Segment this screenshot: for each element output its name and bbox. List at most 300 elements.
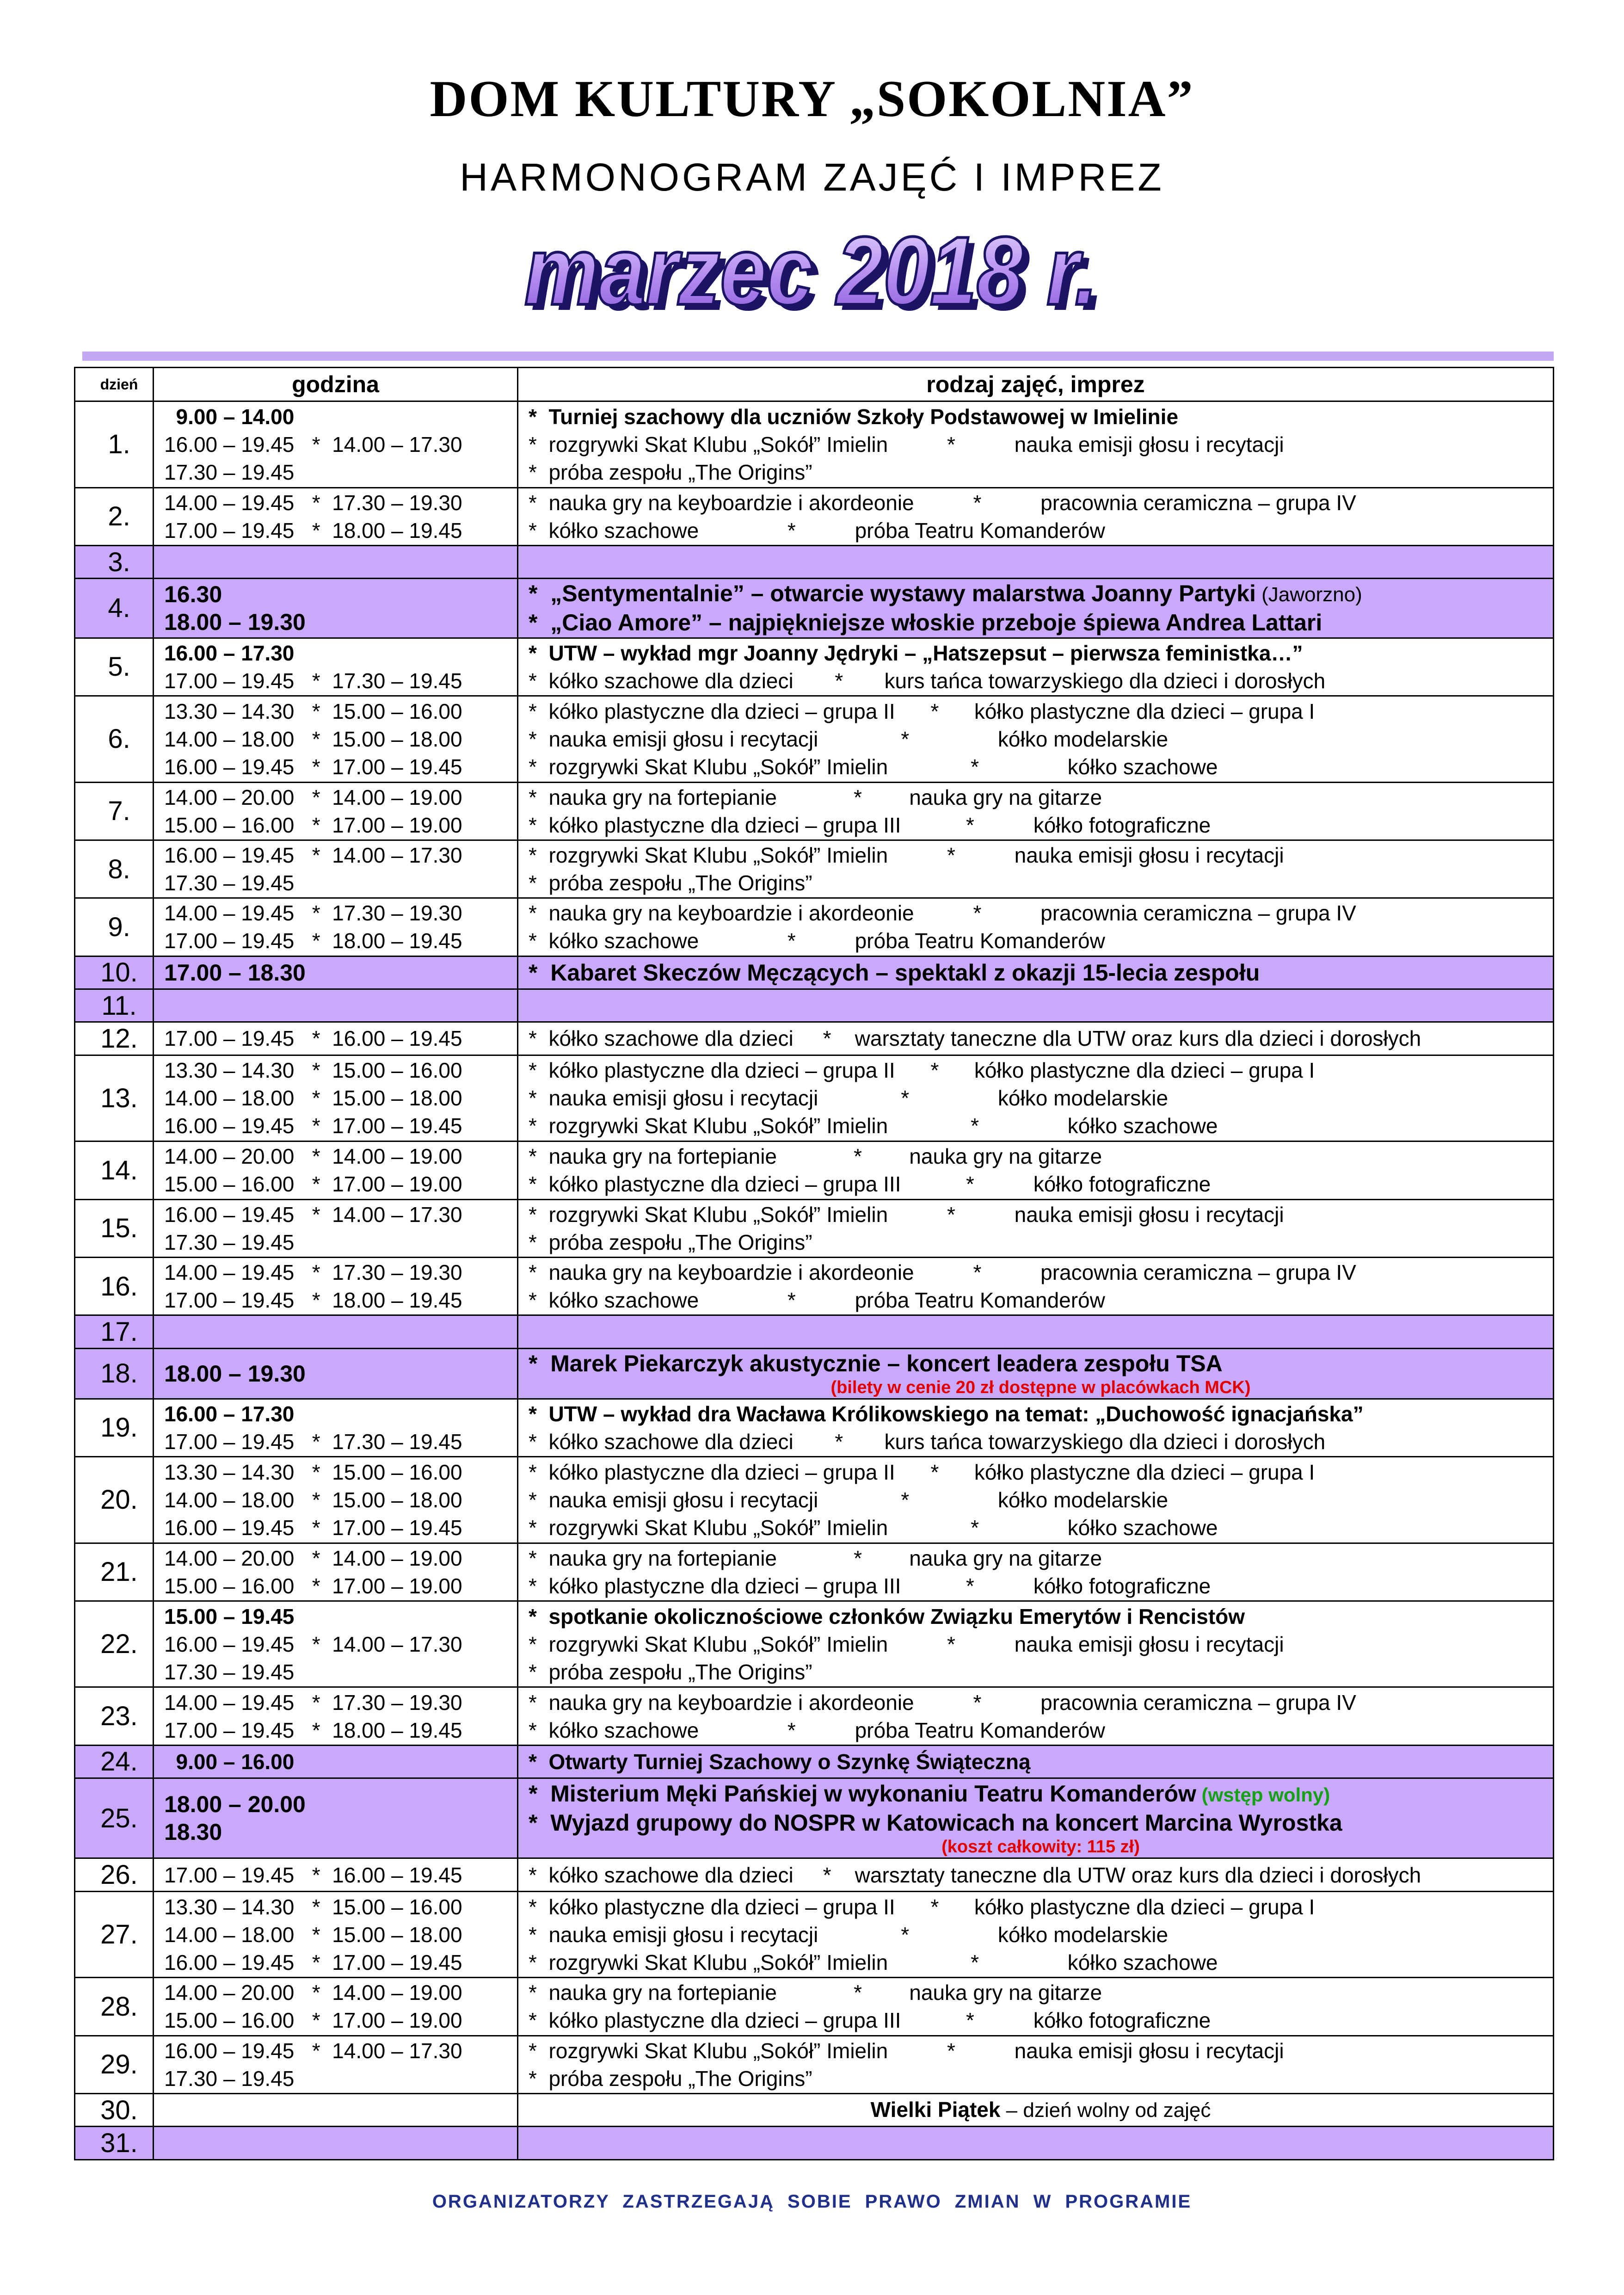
line-text: 17.00 – 19.45 * 17.30 – 19.45 bbox=[164, 668, 462, 693]
day-cell: 5. bbox=[75, 638, 154, 696]
time-cell bbox=[154, 782, 518, 840]
time-cell bbox=[154, 898, 518, 956]
day-cell: 24. bbox=[75, 1745, 154, 1778]
schedule-line bbox=[164, 1428, 517, 1456]
time-cell bbox=[154, 956, 518, 989]
activity-cell bbox=[518, 2127, 1554, 2160]
time-cell bbox=[154, 1348, 518, 1399]
line-text: * kółko plastyczne dla dzieci – grupa III * kółko fotograficzne bbox=[529, 1573, 1211, 1598]
day-cell: 6. bbox=[75, 696, 154, 783]
line-text: * kółko szachowe * próba Teatru Komanderów bbox=[529, 518, 1105, 543]
line-text: * kółko plastyczne dla dzieci – grupa III * kółko fotograficzne bbox=[529, 1172, 1211, 1197]
schedule-line bbox=[529, 458, 1553, 486]
line-text: * „Ciao Amore” – najpiękniejsze włoskie przeboje śpiewa Andrea Lattari bbox=[529, 610, 1323, 636]
day-cell: 16. bbox=[75, 1257, 154, 1315]
schedule-line bbox=[529, 1921, 1553, 1949]
schedule-line bbox=[164, 1514, 517, 1542]
schedule-line bbox=[529, 1514, 1553, 1542]
line-text: 14.00 – 19.45 * 17.30 – 19.30 bbox=[164, 1260, 462, 1285]
activity-cell bbox=[518, 1055, 1554, 1141]
line-text: * kółko szachowe * próba Teatru Komanderów bbox=[529, 929, 1105, 953]
schedule-line bbox=[529, 753, 1553, 781]
line-text: 17.00 – 19.45 * 16.00 – 19.45 bbox=[164, 1863, 462, 1887]
schedule-line bbox=[529, 1658, 1553, 1686]
time-cell bbox=[154, 2127, 518, 2160]
time-cell bbox=[154, 1543, 518, 1601]
schedule-line bbox=[164, 1544, 517, 1572]
activity-cell bbox=[518, 579, 1554, 638]
time-cell bbox=[154, 1022, 518, 1055]
activity-cell bbox=[518, 956, 1554, 989]
schedule-line bbox=[529, 1259, 1553, 1286]
schedule-line bbox=[164, 1716, 517, 1744]
schedule-line bbox=[529, 841, 1553, 869]
line-text: * nauka emisji głosu i recytacji * kółko modelarskie bbox=[529, 1487, 1169, 1512]
day-cell: 20. bbox=[75, 1457, 154, 1543]
line-text: 18.00 – 19.30 bbox=[164, 609, 306, 635]
schedule-line bbox=[529, 609, 1553, 636]
activity-cell bbox=[518, 2036, 1554, 2093]
schedule-line bbox=[164, 1689, 517, 1716]
line-text: * kółko szachowe dla dzieci * kurs tańca towarzyskiego dla dzieci i dorosłych bbox=[529, 668, 1326, 693]
table-row bbox=[75, 1891, 1554, 1978]
schedule-line bbox=[529, 1228, 1553, 1256]
schedule-line bbox=[164, 1486, 517, 1514]
line-text: 16.00 – 19.45 * 14.00 – 17.30 bbox=[164, 1202, 462, 1227]
line-text: * spotkanie okolicznościowe członków Związku Emerytów i Rencistów bbox=[529, 1604, 1245, 1629]
table-row bbox=[75, 1399, 1554, 1456]
time-cell bbox=[154, 1399, 518, 1456]
line-text: * nauka gry na keyboardzie i akordeonie * pracownia ceramiczna – grupa IV bbox=[529, 1690, 1356, 1715]
schedule-line bbox=[529, 811, 1553, 839]
table-row bbox=[75, 1199, 1554, 1257]
page-subtitle: HARMONOGRAM ZAJĘĆ I IMPREZ bbox=[460, 155, 1164, 199]
table-row bbox=[75, 1315, 1554, 1348]
day-cell: 17. bbox=[75, 1315, 154, 1348]
activity-cell bbox=[518, 1978, 1554, 2036]
line-text: 17.00 – 19.45 * 18.00 – 19.45 bbox=[164, 518, 462, 543]
schedule-line bbox=[164, 1201, 517, 1228]
table-row bbox=[75, 1858, 1554, 1891]
line-text: 16.30 bbox=[164, 581, 222, 607]
line-text: * nauka gry na fortepianie * nauka gry na gitarze bbox=[529, 1546, 1102, 1570]
line-text: 15.00 – 16.00 * 17.00 – 19.00 bbox=[164, 2008, 462, 2033]
day-cell: 11. bbox=[75, 989, 154, 1022]
table-row bbox=[75, 2127, 1554, 2160]
footer-note: ORGANIZATORZY ZASTRZEGAJĄ SOBIE PRAWO ZMIAN W PROGRAMIE bbox=[432, 2191, 1192, 2212]
table-row bbox=[75, 1778, 1554, 1858]
line-text: * nauka gry na keyboardzie i akordeonie * pracownia ceramiczna – grupa IV bbox=[529, 1260, 1356, 1285]
column-header-time: godzina bbox=[154, 368, 518, 401]
table-row bbox=[75, 1601, 1554, 1687]
schedule-line bbox=[529, 1716, 1553, 1744]
line-text: * nauka gry na keyboardzie i akordeonie * pracownia ceramiczna – grupa IV bbox=[529, 490, 1356, 515]
free-entry-note: (wstęp wolny) bbox=[1196, 1783, 1330, 1806]
schedule-line bbox=[529, 639, 1553, 667]
column-header-day: dzień bbox=[75, 368, 154, 401]
time-cell bbox=[154, 989, 518, 1022]
line-text: 17.30 – 19.45 bbox=[164, 460, 295, 484]
line-text: 16.00 – 19.45 * 14.00 – 17.30 bbox=[164, 2038, 462, 2063]
activity-cell bbox=[518, 1022, 1554, 1055]
activity-cell bbox=[518, 2094, 1554, 2127]
activity-cell bbox=[518, 1891, 1554, 1978]
schedule-table bbox=[74, 367, 1554, 2160]
day-cell: 1. bbox=[75, 401, 154, 488]
schedule-line bbox=[529, 1170, 1553, 1198]
time-cell bbox=[154, 1891, 518, 1978]
header-divider bbox=[82, 352, 1554, 361]
line-text: * kółko plastyczne dla dzieci – grupa II * kółko plastyczne dla dzieci – grupa I bbox=[529, 1894, 1315, 1919]
line-text: 18.00 – 19.30 bbox=[164, 1360, 306, 1387]
schedule-line bbox=[164, 959, 517, 987]
line-text: 14.00 – 19.45 * 17.30 – 19.30 bbox=[164, 1690, 462, 1715]
time-cell bbox=[154, 1858, 518, 1891]
schedule-line bbox=[529, 1056, 1553, 1084]
line-text: 18.30 bbox=[164, 1819, 222, 1845]
table-row bbox=[75, 840, 1554, 898]
time-cell bbox=[154, 638, 518, 696]
schedule-line bbox=[529, 1201, 1553, 1228]
activity-cell bbox=[518, 1687, 1554, 1745]
schedule-line bbox=[529, 697, 1553, 725]
activity-cell bbox=[518, 696, 1554, 783]
line-text: 13.30 – 14.30 * 15.00 – 16.00 bbox=[164, 1460, 462, 1484]
schedule-line bbox=[164, 1056, 517, 1084]
schedule-body bbox=[75, 401, 1554, 2160]
month-banner-shadow: marzec 2018 r. bbox=[531, 222, 1104, 331]
activity-cell bbox=[518, 1257, 1554, 1315]
activity-cell bbox=[518, 840, 1554, 898]
line-text: 17.00 – 18.30 bbox=[164, 959, 306, 986]
line-text: * kółko szachowe * próba Teatru Komanderów bbox=[529, 1718, 1105, 1742]
line-text: 14.00 – 20.00 * 14.00 – 19.00 bbox=[164, 1980, 462, 2005]
line-text: * nauka emisji głosu i recytacji * kółko modelarskie bbox=[529, 1086, 1169, 1110]
time-cell bbox=[154, 2094, 518, 2127]
schedule-line bbox=[164, 869, 517, 897]
schedule-line bbox=[529, 2065, 1553, 2092]
schedule-line bbox=[164, 580, 517, 608]
day-cell: 7. bbox=[75, 782, 154, 840]
schedule-line bbox=[164, 1228, 517, 1256]
table-row bbox=[75, 1978, 1554, 2036]
schedule-line bbox=[164, 784, 517, 811]
activity-cell bbox=[518, 1778, 1554, 1858]
schedule-line bbox=[164, 489, 517, 517]
line-text: * kółko plastyczne dla dzieci – grupa III * kółko fotograficzne bbox=[529, 813, 1211, 837]
line-text: * nauka emisji głosu i recytacji * kółko modelarskie bbox=[529, 727, 1169, 751]
line-text: 14.00 – 20.00 * 14.00 – 19.00 bbox=[164, 1144, 462, 1169]
column-header-activity: rodzaj zajęć, imprez bbox=[518, 368, 1554, 401]
line-extra: (Jaworzno) bbox=[1255, 583, 1362, 606]
table-row bbox=[75, 696, 1554, 783]
line-text: * „Sentymentalnie” – otwarcie wystawy malarstwa Joanny Partyki bbox=[529, 580, 1256, 607]
line-text: * rozgrywki Skat Klubu „Sokół” Imielin * nauka emisji głosu i recytacji bbox=[529, 432, 1284, 457]
table-row bbox=[75, 782, 1554, 840]
schedule-line bbox=[529, 1084, 1553, 1112]
line-extra: – dzień wolny od zajęć bbox=[1000, 2099, 1211, 2122]
day-cell: 12. bbox=[75, 1022, 154, 1055]
schedule-line bbox=[164, 1921, 517, 1949]
line-text: Wielki Piątek bbox=[870, 2098, 1001, 2122]
line-text: (bilety w cenie 20 zł dostępne w placówkach MCK) bbox=[830, 1377, 1251, 1397]
time-cell bbox=[154, 1457, 518, 1543]
table-row bbox=[75, 956, 1554, 989]
line-text: * próba zespołu „The Origins” bbox=[529, 2066, 812, 2091]
line-text: * Misterium Męki Pańskiej w wykonaniu Teatru Komanderów bbox=[529, 1780, 1196, 1807]
line-text: 14.00 – 18.00 * 15.00 – 18.00 bbox=[164, 1922, 462, 1947]
line-text: * nauka gry na fortepianie * nauka gry na gitarze bbox=[529, 785, 1102, 809]
schedule-line bbox=[529, 1780, 1553, 1809]
schedule-line bbox=[164, 1603, 517, 1630]
schedule-line bbox=[529, 2037, 1553, 2065]
activity-cell bbox=[518, 898, 1554, 956]
month-banner bbox=[513, 217, 1114, 333]
line-text: 16.00 – 17.30 bbox=[164, 1401, 295, 1426]
activity-cell bbox=[518, 1601, 1554, 1687]
activity-cell bbox=[518, 1315, 1554, 1348]
time-cell bbox=[154, 1687, 518, 1745]
schedule-line bbox=[529, 784, 1553, 811]
day-cell: 23. bbox=[75, 1687, 154, 1745]
line-text: 16.00 – 17.30 bbox=[164, 641, 295, 665]
activity-cell bbox=[518, 401, 1554, 488]
line-text: (koszt całkowity: 115 zł) bbox=[941, 1837, 1140, 1857]
schedule-line bbox=[529, 1689, 1553, 1716]
table-row bbox=[75, 545, 1554, 578]
schedule-line bbox=[529, 1400, 1553, 1428]
schedule-line bbox=[529, 431, 1553, 458]
schedule-line bbox=[164, 1259, 517, 1286]
line-text: 17.30 – 19.45 bbox=[164, 1660, 295, 1684]
day-cell: 8. bbox=[75, 840, 154, 898]
line-text: * UTW – wykład dra Wacława Królikowskiego na temat: „Duchowość ignacjańska” bbox=[529, 1401, 1364, 1426]
schedule-line bbox=[164, 1142, 517, 1170]
line-text: 13.30 – 14.30 * 15.00 – 16.00 bbox=[164, 1058, 462, 1083]
price-note bbox=[529, 1837, 1553, 1857]
line-text: 17.00 – 19.45 * 17.30 – 19.45 bbox=[164, 1429, 462, 1454]
line-text: * rozgrywki Skat Klubu „Sokół” Imielin * kółko szachowe bbox=[529, 1515, 1218, 1540]
table-row bbox=[75, 579, 1554, 638]
day-cell: 26. bbox=[75, 1858, 154, 1891]
line-text: 9.00 – 14.00 bbox=[164, 404, 295, 429]
schedule-line bbox=[164, 927, 517, 955]
schedule-line bbox=[529, 667, 1553, 695]
table-row bbox=[75, 1022, 1554, 1055]
activity-cell bbox=[518, 1399, 1554, 1456]
schedule-line bbox=[164, 2065, 517, 2092]
schedule-line bbox=[529, 1544, 1553, 1572]
schedule-line bbox=[164, 1658, 517, 1686]
table-row bbox=[75, 989, 1554, 1022]
schedule-line bbox=[529, 1350, 1553, 1377]
day-cell: 22. bbox=[75, 1601, 154, 1687]
line-text: * Turniej szachowy dla uczniów Szkoły Podstawowej w Imielinie bbox=[529, 404, 1179, 429]
table-row bbox=[75, 1141, 1554, 1199]
table-row bbox=[75, 2094, 1554, 2127]
schedule-line bbox=[164, 1861, 517, 1889]
line-text: * rozgrywki Skat Klubu „Sokół” Imielin * kółko szachowe bbox=[529, 754, 1218, 779]
line-text: * Wyjazd grupowy do NOSPR w Katowicach na koncert Marcina Wyrostka bbox=[529, 1809, 1342, 1836]
line-text: 9.00 – 16.00 bbox=[164, 1749, 295, 1774]
line-text: * nauka gry na keyboardzie i akordeonie * pracownia ceramiczna – grupa IV bbox=[529, 901, 1356, 925]
day-cell: 31. bbox=[75, 2127, 154, 2160]
line-text: * rozgrywki Skat Klubu „Sokół” Imielin * nauka emisji głosu i recytacji bbox=[529, 843, 1284, 868]
schedule-line bbox=[164, 1979, 517, 2006]
schedule-line bbox=[164, 841, 517, 869]
schedule-line bbox=[164, 1024, 517, 1052]
schedule-line bbox=[164, 431, 517, 458]
line-text: * rozgrywki Skat Klubu „Sokół” Imielin * kółko szachowe bbox=[529, 1950, 1218, 1974]
schedule-line bbox=[164, 1572, 517, 1600]
table-row bbox=[75, 2036, 1554, 2093]
line-text: 17.30 – 19.45 bbox=[164, 2066, 295, 2091]
schedule-line bbox=[529, 1112, 1553, 1140]
schedule-line bbox=[529, 1572, 1553, 1600]
schedule-line bbox=[164, 899, 517, 927]
line-text: 14.00 – 20.00 * 14.00 – 19.00 bbox=[164, 1546, 462, 1570]
schedule-line bbox=[529, 403, 1553, 431]
schedule-line bbox=[164, 1818, 517, 1846]
schedule-line bbox=[164, 458, 517, 486]
schedule-line bbox=[164, 1458, 517, 1486]
line-text: 15.00 – 16.00 * 17.00 – 19.00 bbox=[164, 1573, 462, 1598]
schedule-line bbox=[529, 1748, 1553, 1776]
schedule-line bbox=[529, 1428, 1553, 1456]
schedule-line bbox=[164, 725, 517, 753]
line-text: 17.00 – 19.45 * 18.00 – 19.45 bbox=[164, 1718, 462, 1742]
schedule-line bbox=[164, 1400, 517, 1428]
time-cell bbox=[154, 2036, 518, 2093]
day-cell: 28. bbox=[75, 1978, 154, 2036]
schedule-line bbox=[164, 608, 517, 636]
activity-cell bbox=[518, 1348, 1554, 1399]
line-text: * nauka gry na fortepianie * nauka gry na gitarze bbox=[529, 1980, 1102, 2005]
schedule-line bbox=[529, 1024, 1553, 1052]
day-cell: 4. bbox=[75, 579, 154, 638]
line-text: 16.00 – 19.45 * 17.00 – 19.45 bbox=[164, 1950, 462, 1974]
schedule-line bbox=[164, 1630, 517, 1658]
line-text: * rozgrywki Skat Klubu „Sokół” Imielin * kółko szachowe bbox=[529, 1114, 1218, 1138]
schedule-line bbox=[164, 697, 517, 725]
line-text: * Otwarty Turniej Szachowy o Szynkę Świąteczną bbox=[529, 1749, 1031, 1774]
line-text: 14.00 – 18.00 * 15.00 – 18.00 bbox=[164, 727, 462, 751]
line-text: * rozgrywki Skat Klubu „Sokół” Imielin * nauka emisji głosu i recytacji bbox=[529, 2038, 1284, 2063]
day-cell: 13. bbox=[75, 1055, 154, 1141]
activity-cell bbox=[518, 1141, 1554, 1199]
schedule-line bbox=[529, 1142, 1553, 1170]
line-text: * kółko szachowe * próba Teatru Komanderów bbox=[529, 1288, 1105, 1313]
time-cell bbox=[154, 1199, 518, 1257]
table-row bbox=[75, 1457, 1554, 1543]
line-text: * Kabaret Skeczów Męczących – spektakl z okazji 15-lecia zespołu bbox=[529, 959, 1260, 986]
table-row bbox=[75, 898, 1554, 956]
day-cell: 25. bbox=[75, 1778, 154, 1858]
activity-cell bbox=[518, 1457, 1554, 1543]
schedule-line bbox=[164, 1790, 517, 1818]
schedule-line bbox=[529, 1486, 1553, 1514]
schedule-line bbox=[529, 1603, 1553, 1630]
day-cell: 3. bbox=[75, 545, 154, 578]
time-cell bbox=[154, 1978, 518, 2036]
schedule-line bbox=[164, 517, 517, 544]
schedule-line bbox=[529, 2096, 1553, 2124]
schedule-line bbox=[164, 811, 517, 839]
schedule-line bbox=[529, 725, 1553, 753]
activity-cell bbox=[518, 1199, 1554, 1257]
time-cell bbox=[154, 401, 518, 488]
activity-cell bbox=[518, 1858, 1554, 1891]
line-text: * kółko plastyczne dla dzieci – grupa II * kółko plastyczne dla dzieci – grupa I bbox=[529, 699, 1315, 723]
line-text: 17.30 – 19.45 bbox=[164, 1230, 295, 1254]
line-text: * kółko plastyczne dla dzieci – grupa II * kółko plastyczne dla dzieci – grupa I bbox=[529, 1460, 1315, 1484]
line-text: * nauka emisji głosu i recytacji * kółko modelarskie bbox=[529, 1922, 1169, 1947]
day-cell: 19. bbox=[75, 1399, 154, 1456]
schedule-line bbox=[529, 899, 1553, 927]
day-cell: 2. bbox=[75, 487, 154, 545]
line-text: 13.30 – 14.30 * 15.00 – 16.00 bbox=[164, 699, 462, 723]
schedule-line bbox=[164, 1748, 517, 1776]
table-row bbox=[75, 487, 1554, 545]
schedule-line bbox=[529, 927, 1553, 955]
table-row bbox=[75, 1257, 1554, 1315]
schedule-line bbox=[529, 959, 1553, 987]
line-text: * próba zespołu „The Origins” bbox=[529, 1230, 812, 1254]
line-text: 16.00 – 19.45 * 17.00 – 19.45 bbox=[164, 1515, 462, 1540]
line-text: 16.00 – 19.45 * 14.00 – 17.30 bbox=[164, 432, 462, 457]
schedule-line bbox=[529, 517, 1553, 544]
line-text: 15.00 – 16.00 * 17.00 – 19.00 bbox=[164, 813, 462, 837]
time-cell bbox=[154, 1257, 518, 1315]
time-cell bbox=[154, 1601, 518, 1687]
line-text: 17.00 – 19.45 * 18.00 – 19.45 bbox=[164, 929, 462, 953]
line-text: * kółko plastyczne dla dzieci – grupa II * kółko plastyczne dla dzieci – grupa I bbox=[529, 1058, 1315, 1083]
schedule-line bbox=[164, 639, 517, 667]
time-cell bbox=[154, 545, 518, 578]
activity-cell bbox=[518, 989, 1554, 1022]
time-cell bbox=[154, 1141, 518, 1199]
activity-cell bbox=[518, 1543, 1554, 1601]
table-row bbox=[75, 1745, 1554, 1778]
header-row bbox=[75, 368, 1554, 401]
day-cell: 29. bbox=[75, 2036, 154, 2093]
table-row bbox=[75, 1543, 1554, 1601]
schedule-line bbox=[529, 1893, 1553, 1921]
line-text: 17.30 – 19.45 bbox=[164, 871, 295, 895]
line-text: * UTW – wykład mgr Joanny Jędryki – „Hatszepsut – pierwsza feministka…” bbox=[529, 641, 1303, 665]
time-cell bbox=[154, 1778, 518, 1858]
line-text: 13.30 – 14.30 * 15.00 – 16.00 bbox=[164, 1894, 462, 1919]
table-row bbox=[75, 1687, 1554, 1745]
page-title: DOM KULTURY „SOKOLNIA” bbox=[430, 70, 1194, 128]
time-cell bbox=[154, 840, 518, 898]
day-cell: 15. bbox=[75, 1199, 154, 1257]
line-text: 15.00 – 16.00 * 17.00 – 19.00 bbox=[164, 1172, 462, 1197]
schedule-line bbox=[529, 1979, 1553, 2006]
line-text: 17.00 – 19.45 * 16.00 – 19.45 bbox=[164, 1026, 462, 1051]
line-text: * Marek Piekarczyk akustycznie – koncert leadera zespołu TSA bbox=[529, 1350, 1223, 1376]
line-text: * kółko szachowe dla dzieci * warsztaty taneczne dla UTW oraz kurs dla dzieci i dorosłych bbox=[529, 1026, 1421, 1051]
schedule-line bbox=[164, 1084, 517, 1112]
line-text: * próba zespołu „The Origins” bbox=[529, 1660, 812, 1684]
line-text: 16.00 – 19.45 * 14.00 – 17.30 bbox=[164, 1632, 462, 1656]
line-text: * rozgrywki Skat Klubu „Sokół” Imielin * nauka emisji głosu i recytacji bbox=[529, 1632, 1284, 1656]
line-text: * nauka gry na fortepianie * nauka gry na gitarze bbox=[529, 1144, 1102, 1169]
price-note bbox=[529, 1377, 1553, 1398]
line-text: 14.00 – 19.45 * 17.30 – 19.30 bbox=[164, 490, 462, 515]
line-text: 14.00 – 18.00 * 15.00 – 18.00 bbox=[164, 1086, 462, 1110]
day-cell: 30. bbox=[75, 2094, 154, 2127]
